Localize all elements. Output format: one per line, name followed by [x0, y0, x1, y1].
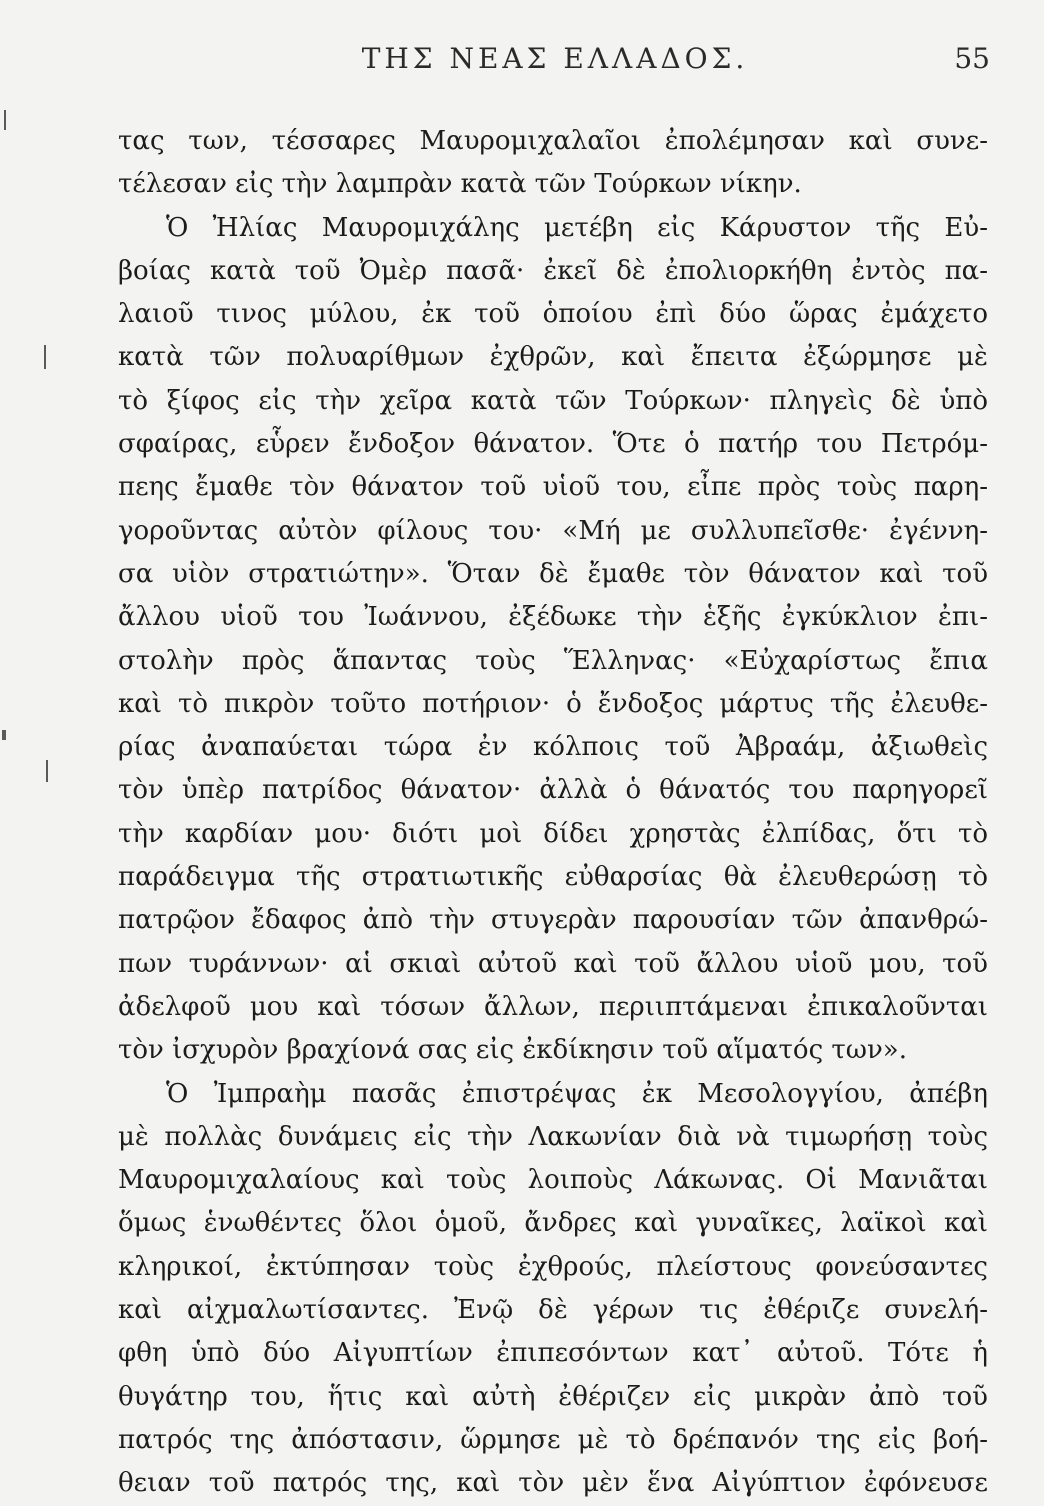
margin-mark — [4, 110, 6, 130]
text-line: τὸ ξίφος εἰς τὴν χεῖρα κατὰ τῶν Τούρκων· πληγεὶς δὲ ὑπὸ — [118, 385, 988, 416]
paragraph-start-line: Ὁ Ἰμπραὴμ πασᾶς ἐπιστρέψας ἐκ Μεσολογγίου, ἀπέβη — [166, 1078, 988, 1109]
text-line: τὸν ἰσχυρὸν βραχίονά σας εἰς ἐκδίκησιν τοῦ αἵματός των». — [118, 1035, 907, 1066]
text-line: καὶ αἰχμαλωτίσαντες. Ἐνῷ δὲ γέρων τις ἐθέριζε συνελή- — [118, 1295, 988, 1326]
text-line: γοροῦντας αὐτὸν φίλους του· «Μή με συλλυπεῖσθε· ἐγέννη- — [118, 515, 988, 546]
text-line: σα υἱὸν στρατιώτην». Ὅταν δὲ ἔμαθε τὸν θάνατον καὶ τοῦ — [118, 558, 988, 589]
text-line: ἄλλου υἱοῦ του Ἰωάννου, ἐξέδωκε τὴν ἑξῆς ἐγκύκλιον ἐπι- — [118, 602, 988, 633]
margin-mark — [46, 760, 48, 782]
text-line: λαιοῦ τινος μύλου, ἐκ τοῦ ὁποίου ἐπὶ δύο ὥρας ἐμάχετο — [118, 299, 988, 330]
text-line: μὲ πολλὰς δυνάμεις εἰς τὴν Λακωνίαν διὰ νὰ τιμωρήσῃ τοὺς — [118, 1121, 988, 1152]
page-header — [120, 42, 990, 82]
text-line: ρίας ἀναπαύεται τώρα ἐν κόλποις τοῦ Ἀβραάμ, ἀξιωθεὶς — [118, 732, 988, 763]
page-number: 55 — [954, 42, 990, 75]
text-line: πεης ἔμαθε τὸν θάνατον τοῦ υἱοῦ του, εἶπε πρὸς τοὺς παρη- — [118, 472, 988, 503]
text-line: θειαν τοῦ πατρός της, καὶ τὸν μὲν ἕνα Αἰγύπτιον ἐφόνευσε — [118, 1468, 988, 1499]
text-line: τὴν καρδίαν μου· διότι μοὶ δίδει χρηστὰς ἐλπίδας, ὅτι τὸ — [118, 818, 988, 849]
text-line: Μαυρομιχαλαίους καὶ τοὺς λοιποὺς Λάκωνας. Οἱ Μανιᾶται — [118, 1165, 988, 1196]
text-line: ὅμως ἑνωθέντες ὅλοι ὁμοῦ, ἄνδρες καὶ γυναῖκες, λαϊκοὶ καὶ — [118, 1208, 988, 1239]
text-line: θυγάτηρ του, ἥτις καὶ αὐτὴ ἐθέριζεν εἰς μικρὰν ἀπὸ τοῦ — [118, 1381, 988, 1412]
text-line: στολὴν πρὸς ἅπαντας τοὺς Ἕλληνας· «Εὐχαρίστως ἔπια — [118, 645, 988, 676]
text-line: πατρῷον ἔδαφος ἀπὸ τὴν στυγερὰν παρουσίαν τῶν ἀπανθρώ- — [118, 905, 988, 936]
text-line: πατρός της ἀπόστασιν, ὥρμησε μὲ τὸ δρέπανόν της εἰς βοή- — [118, 1424, 988, 1455]
body-text — [118, 120, 988, 1506]
text-line: ἀδελφοῦ μου καὶ τόσων ἄλλων, περιιπτάμεναι ἐπικαλοῦνται — [118, 991, 988, 1022]
text-line: καὶ τὸ πικρὸν τοῦτο ποτήριον· ὁ ἔνδοξος μάρτυς τῆς ἐλευθε- — [118, 688, 988, 719]
text-line: πων τυράννων· αἱ σκιαὶ αὐτοῦ καὶ τοῦ ἄλλου υἱοῦ μου, τοῦ — [118, 948, 988, 979]
text-line: κληρικοί, ἐκτύπησαν τοὺς ἐχθρούς, πλείστους φονεύσαντες — [118, 1251, 988, 1282]
text-line: παράδειγμα τῆς στρατιωτικῆς εὐθαρσίας θὰ ἐλευθερώσῃ τὸ — [118, 862, 988, 893]
text-line: φθη ὑπὸ δύο Αἰγυπτίων ἐπιπεσόντων κατ᾽ αὐτοῦ. Τότε ἡ — [118, 1338, 988, 1369]
running-title: ΤΗΣ ΝΕΑΣ ΕΛΛΑΔΟΣ. — [361, 42, 749, 75]
text-line: κατὰ τῶν πολυαρίθμων ἐχθρῶν, καὶ ἔπειτα ἐξώρμησε μὲ — [118, 342, 988, 373]
text-line: σφαίρας, εὗρεν ἔνδοξον θάνατον. Ὅτε ὁ πατήρ του Πετρόμ- — [118, 429, 988, 460]
margin-mark — [44, 345, 46, 369]
text-line: τέλεσαν εἰς τὴν λαμπρὰν κατὰ τῶν Τούρκων νίκην. — [118, 169, 802, 200]
text-line: βοίας κατὰ τοῦ Ὀμὲρ πασᾶ· ἐκεῖ δὲ ἐπολιορκήθη ἐντὸς πα- — [118, 255, 988, 286]
paragraph-start-line: Ὁ Ἠλίας Μαυρομιχάλης μετέβη εἰς Κάρυστον τῆς Εὐ- — [166, 212, 988, 243]
text-line: τὸν ὑπὲρ πατρίδος θάνατον· ἀλλὰ ὁ θάνατός του παρηγορεῖ — [118, 775, 988, 806]
margin-mark — [2, 730, 6, 740]
text-line: τας των, τέσσαρες Μαυρομιχαλαῖοι ἐπολέμησαν καὶ συνε- — [118, 126, 988, 156]
